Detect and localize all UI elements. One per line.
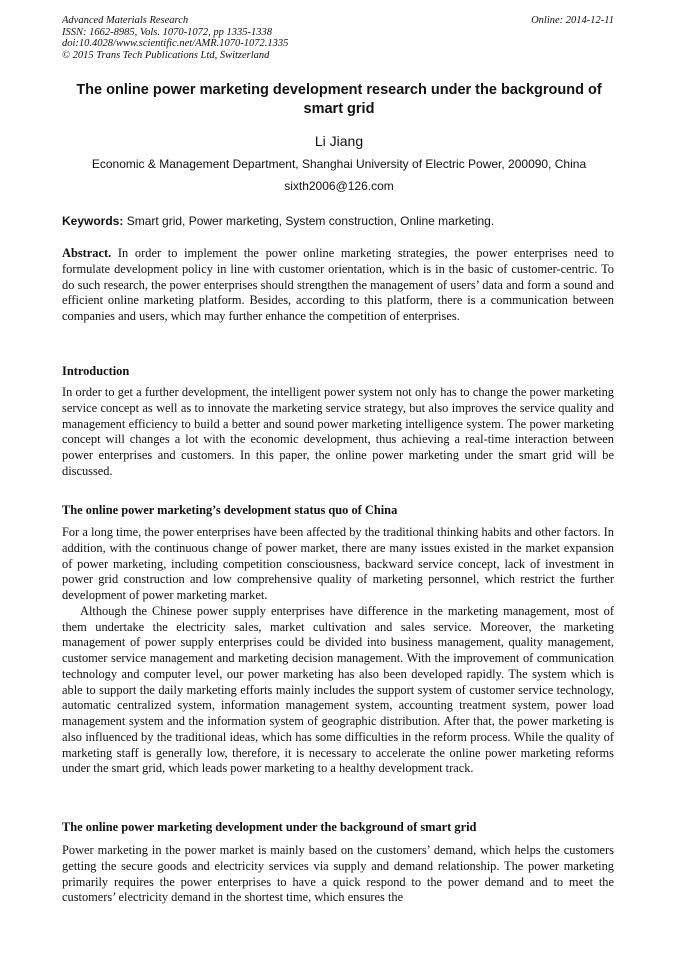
doi-line: doi:10.4028/www.scientific.net/AMR.1070-1072.1335	[62, 38, 289, 49]
section-heading-smart-grid: The online power marketing development under the background of smart grid	[62, 820, 477, 834]
paragraph: For a long time, the power enterprises have been affected by the traditional thinking habits and other factors. In addition, with the continuous change of power market, there are many issues existed in the market expansion of power marketing, including competition consciousness, backward service concept, lack of investment in power grid construction and low comprehensive quality of marketing personnel, which restrict the further development of power marketing market.	[62, 525, 614, 602]
section-heading-status: The online power marketing’s development status quo of China	[62, 503, 398, 517]
author-affiliation: Economic & Management Department, Shanghai University of Electric Power, 200090, China	[91, 157, 587, 171]
abstract-text: In order to implement the power online marketing strategies, the power enterprises need to formulate development policy in line with customer orientation, which is in the basic of customer-centric. To do such research, the power enterprises should strengthen the management of users’ data and form a sound and efficient online marketing platform. Besides, according to this platform, there is a communication between companies and users, which may further enhance the competition of enterprises.	[62, 246, 614, 323]
keywords-list: Smart grid, Power marketing, System construction, Online marketing.	[123, 214, 495, 228]
section-body-introduction	[62, 385, 614, 480]
abstract-label: Abstract.	[62, 246, 112, 260]
section-body-smart-grid	[62, 843, 614, 906]
abstract	[62, 246, 614, 325]
paragraph: Although the Chinese power supply enterprises have difference in the marketing management, most of them undertake the electricity sales, market cultivation and sales service. Moreover, the marketing management of power supply enterprises could be divided into business management, quality management, customer service management and marketing decision management. With the improvement of communication technology and computer level, our power marketing has also been developed rapidly. The system which is able to support the daily marketing efforts mainly includes the support system of customer service technology, automatic centralized system, information management system, accounting treatment system, power load management system and the information system of geographic distribution. After that, the power marketing is also influenced by the traditional ideas, which has some difficulties in the reform process. While the quality of marketing staff is generally low, therefore, it is necessary to accelerate the online power marketing reforms under the smart grid, which leads power marketing to a healthy development track.	[62, 603, 614, 776]
issn-line: ISSN: 1662-8985, Vols. 1070-1072, pp 1335-1338	[62, 26, 272, 38]
paragraph: In order to get a further development, the intelligent power system not only has to change the power marketing service concept as well as to innovate the marketing service strategy, but also improves the service quality and management efficiency to build a better and sound power marketing intelligence system. The power marketing concept will changes a lot with the economic development, thus achieving a real-time interaction between power enterprises and customers. In this paper, the online power marketing under the smart grid will be discussed.	[62, 385, 614, 478]
keywords	[62, 214, 616, 229]
author-email: sixth2006@126.com	[284, 179, 394, 193]
author-name: Li Jiang	[314, 133, 364, 149]
paper-title: The online power marketing development research under the background of smart grid	[76, 82, 602, 117]
section-body-status	[62, 525, 614, 777]
section-heading-introduction: Introduction	[62, 364, 130, 378]
copyright-line: © 2015 Trans Tech Publications Ltd, Switzerland	[62, 49, 270, 61]
journal-header	[62, 15, 614, 61]
journal-name: Advanced Materials Research	[62, 15, 189, 26]
keywords-label: Keywords:	[62, 214, 124, 228]
online-date: Online: 2014-12-11	[531, 15, 614, 26]
paragraph: Power marketing in the power market is mainly based on the customers’ demand, which helps the customers getting the secure goods and electricity services via supply and demand relationship. The power marketing primarily requires the power enterprises to have a quick respond to the power demand and to meet the customers’ electricity demand in the shortest time, which ensures the	[62, 843, 614, 905]
